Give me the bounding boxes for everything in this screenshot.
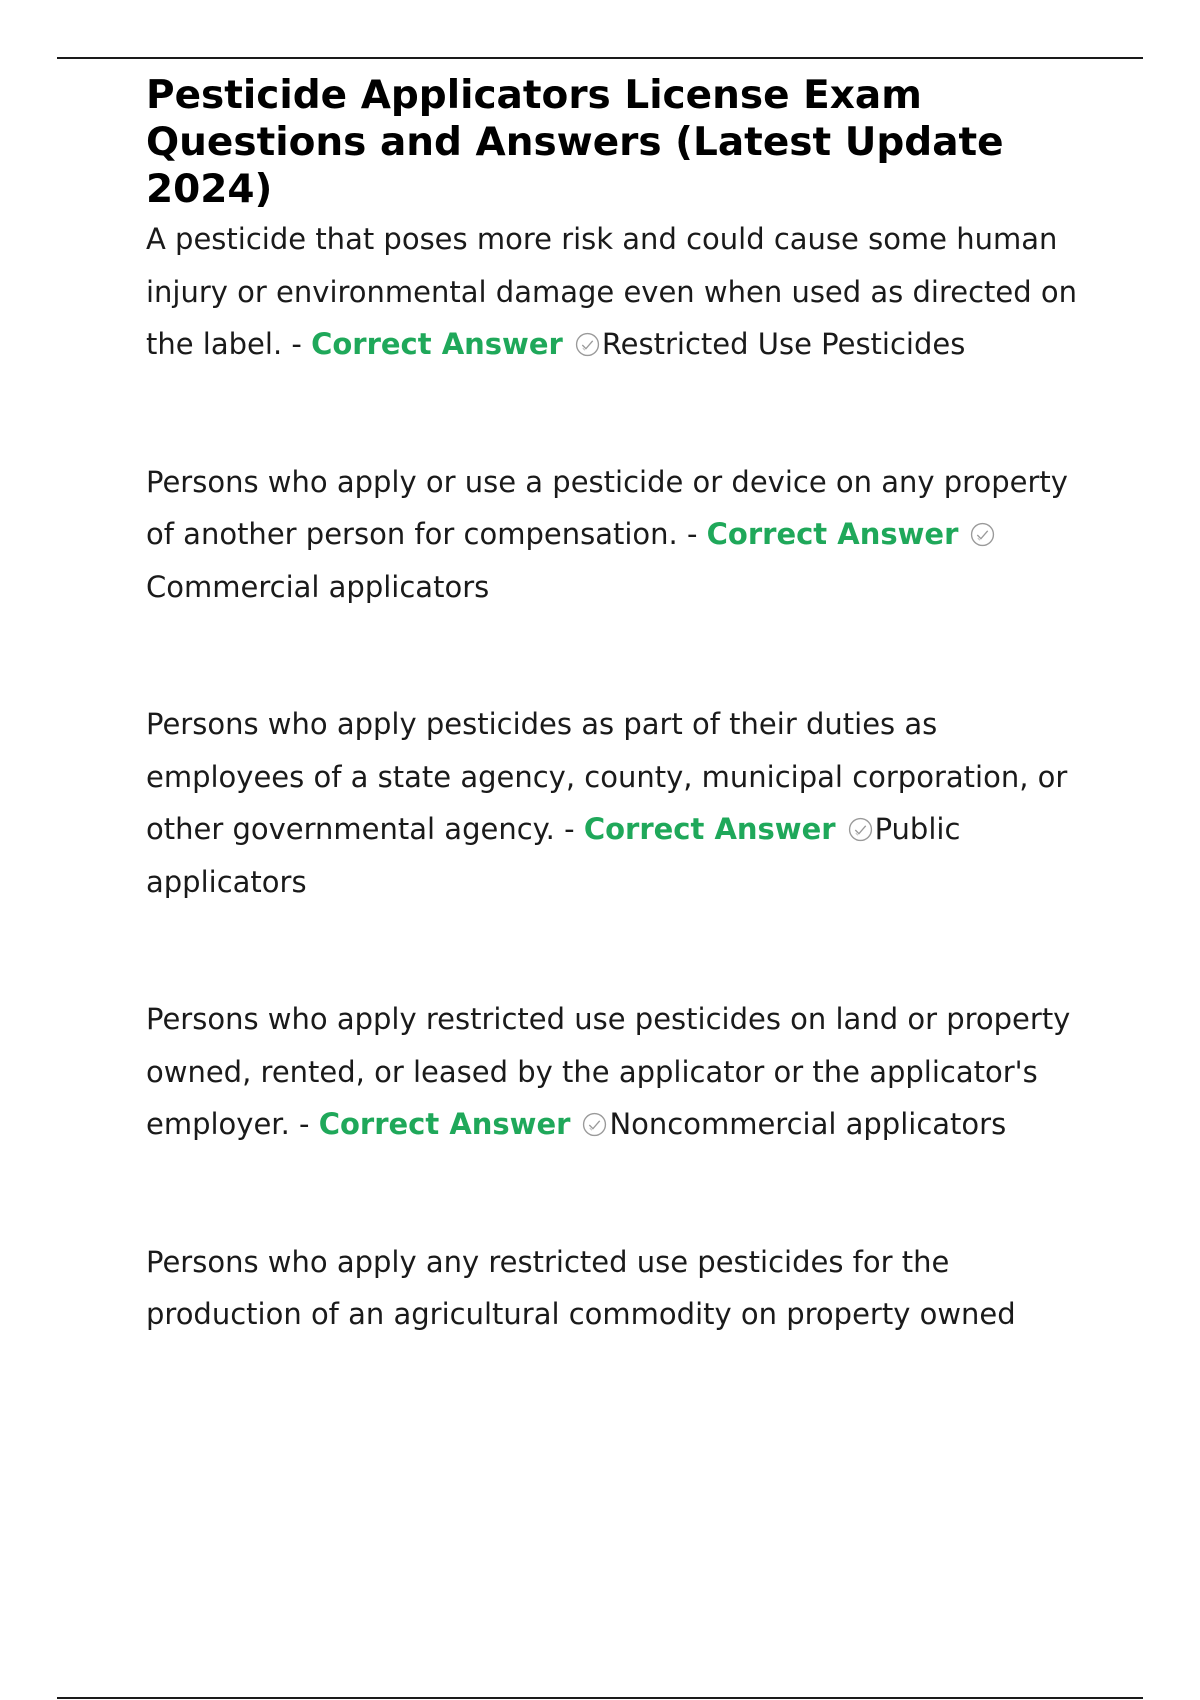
correct-answer-label: Correct Answer [311,327,563,361]
answer-text: Noncommercial applicators [609,1107,1007,1141]
qa-item-1 [146,213,1086,371]
correct-answer-label: Correct Answer [706,517,959,551]
answer-text: Public applicators [146,812,961,899]
check-circle-icon [582,1112,607,1137]
separator: - [554,812,584,846]
check-circle-icon [848,817,873,842]
document-body [146,72,1086,1341]
separator: - [289,1107,319,1141]
answer-text: Restricted Use Pesticides [601,327,966,361]
check-circle-icon [575,332,600,357]
correct-answer-label: Correct Answer [318,1107,571,1141]
check-circle-icon [970,522,995,547]
question-text: A pesticide that poses more risk and could cause some human injury or environmental damage even when used as directed on the label. [146,222,1078,361]
question-text: Persons who apply any restricted use pesticides for the production of an agricultural commodity on property owned [146,1244,1016,1331]
answer-text: Commercial applicators [146,569,490,604]
question-text: Persons who apply pesticides as part of their duties as employees of a state agency, county, municipal corporation, or other governmental agency. [146,707,1068,846]
separator: - [677,517,707,551]
correct-answer-label: Correct Answer [583,812,836,846]
qa-item-4 [146,993,1086,1151]
page-title: Pesticide Applicators License Exam Questions and Answers (Latest Update 2024) [146,73,1004,212]
qa-item-5 [146,1236,1086,1341]
bottom-rule [57,1697,1143,1699]
qa-item-3 [146,698,1086,908]
separator: - [282,327,312,361]
qa-item-2 [146,456,1086,614]
question-text: Persons who apply or use a pesticide or device on any property of another person for compensation. [146,464,1068,551]
top-rule [57,57,1143,59]
question-text: Persons who apply restricted use pesticides on land or property owned, rented, or leased by the applicator or the applicator's employer. [146,1002,1071,1141]
